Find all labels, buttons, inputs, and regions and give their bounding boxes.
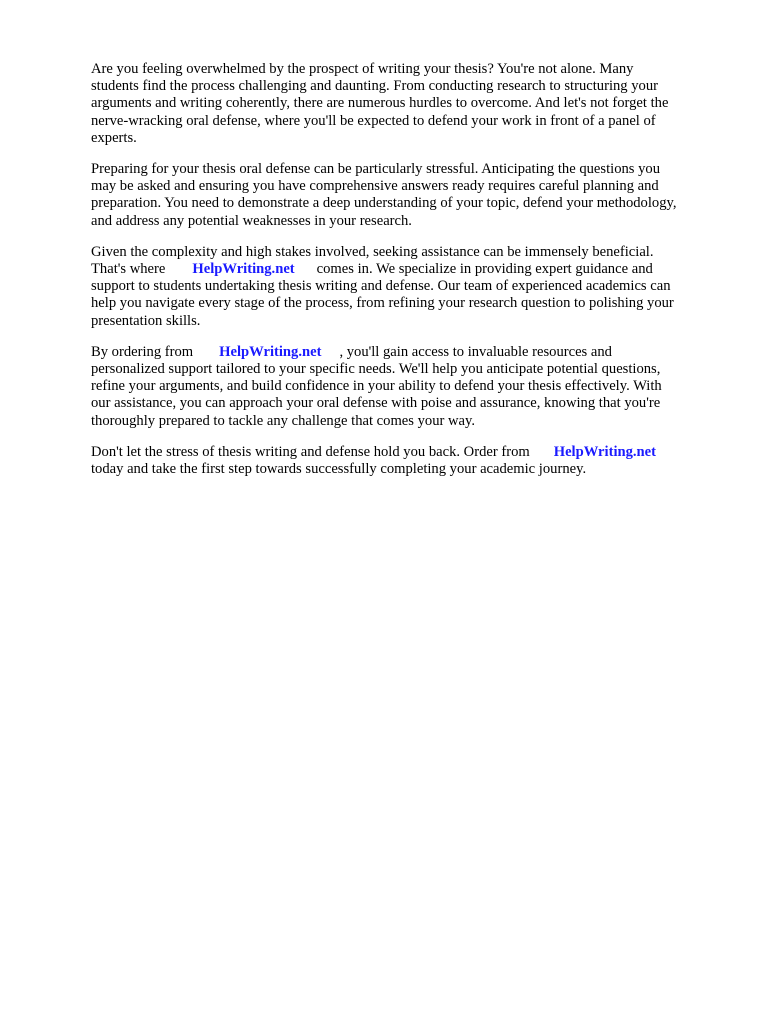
text-line: preparation. You need to demonstrate a deep understanding of your topic, defend your methodology, (91, 195, 677, 212)
helpwriting-link[interactable]: HelpWriting.net (219, 343, 322, 360)
paragraph-intro (91, 61, 721, 147)
text-line: Given the complexity and high stakes involved, seeking assistance can be immensely beneficial. (91, 243, 654, 260)
paragraph-oral-defense (91, 161, 721, 230)
text-segment: By ordering from (91, 343, 194, 360)
text-line: students find the process challenging and daunting. From conducting research to structuring your (91, 78, 658, 95)
text-segment: Don't let the stress of thesis writing and defense hold you back. Order from (91, 443, 530, 460)
text-line: our assistance, you can approach your oral defense with poise and assurance, knowing that you're (91, 395, 661, 412)
text-line: Preparing for your thesis oral defense can be particularly stressful. Anticipating the questions you (91, 161, 661, 178)
text-line: and address any potential weaknesses in your research. (91, 212, 412, 229)
helpwriting-link[interactable]: HelpWriting.net (192, 261, 295, 278)
text-line-with-link (91, 444, 721, 461)
paragraph-ordering (91, 344, 721, 430)
text-segment: That's where (91, 261, 166, 278)
text-line: may be asked and ensuring you have comprehensive answers ready requires careful planning and (91, 178, 659, 195)
paragraph-assistance (91, 244, 721, 330)
text-line: today and take the first step towards successfully completing your academic journey. (91, 461, 587, 478)
text-line: support to students undertaking thesis writing and defense. Our team of experienced academics can (91, 278, 671, 295)
text-line: help you navigate every stage of the process, from refining your research question to polishing your (91, 295, 674, 312)
text-line: refine your arguments, and build confidence in your ability to defend your thesis effectively. With (91, 378, 662, 395)
text-line-with-link (91, 261, 721, 278)
text-line: arguments and writing coherently, there are numerous hurdles to overcome. And let's not forget the (91, 95, 669, 112)
text-line: thoroughly prepared to tackle any challenge that comes your way. (91, 412, 476, 429)
text-line: experts. (91, 129, 137, 146)
document-body (91, 61, 721, 492)
helpwriting-link[interactable]: HelpWriting.net (553, 443, 657, 460)
text-line: personalized support tailored to your specific needs. We'll help you anticipate potential questions, (91, 361, 661, 378)
text-line: Are you feeling overwhelmed by the prospect of writing your thesis? You're not alone. Many (91, 61, 634, 77)
text-line-with-link (91, 344, 721, 361)
text-line: nerve-wracking oral defense, where you'll be expected to defend your work in front of a panel of (91, 112, 656, 129)
paragraph-call-to-action (91, 444, 721, 478)
text-line: presentation skills. (91, 312, 201, 329)
text-segment: , you'll gain access to invaluable resources and (339, 343, 612, 360)
text-segment: comes in. We specialize in providing expert guidance and (316, 261, 653, 278)
